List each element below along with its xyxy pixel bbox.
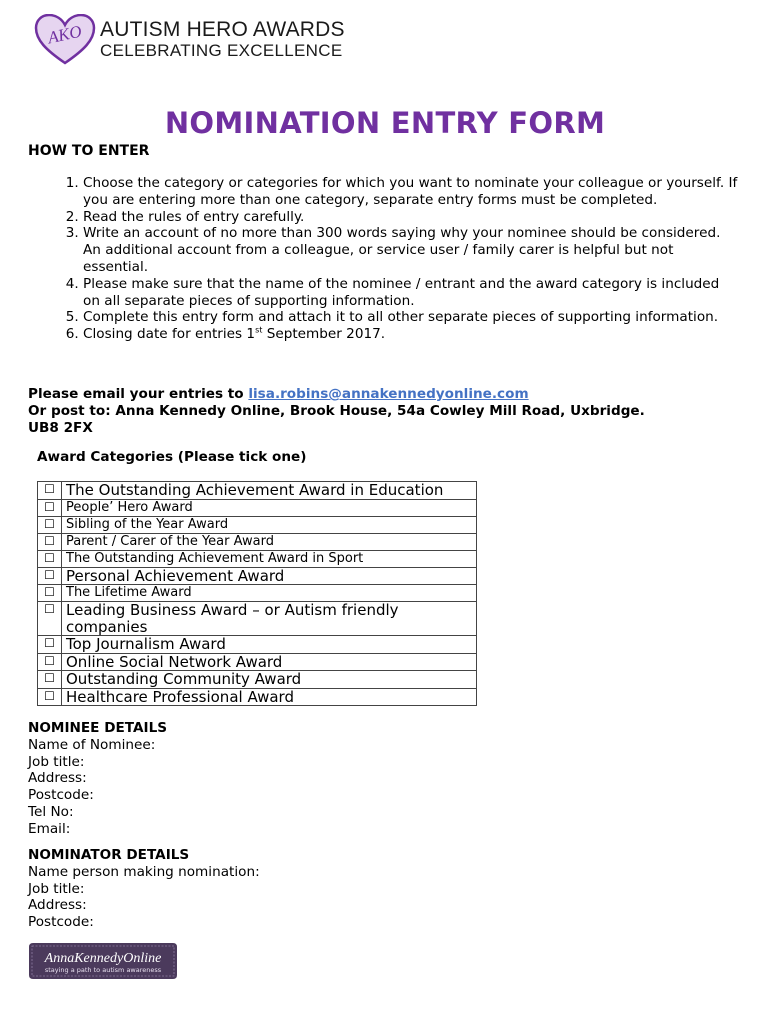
category-checkbox[interactable]: ☐ bbox=[38, 653, 62, 671]
category-label: Healthcare Professional Award bbox=[62, 688, 477, 706]
nominator-postcode-field[interactable]: Postcode: bbox=[28, 914, 94, 931]
table-row bbox=[38, 533, 477, 550]
nominee-job-title-field[interactable]: Job title: bbox=[28, 753, 85, 770]
category-checkbox[interactable]: ☐ bbox=[38, 602, 62, 636]
category-label: People’ Hero Award bbox=[62, 499, 477, 516]
how-to-enter-heading: HOW TO ENTER bbox=[28, 143, 150, 159]
rule-item: 2. Read the rules of entry carefully. bbox=[83, 209, 738, 226]
heart-logo-icon bbox=[34, 14, 96, 66]
category-checkbox[interactable]: ☐ bbox=[38, 585, 62, 602]
table-row bbox=[38, 671, 477, 689]
category-checkbox[interactable]: ☐ bbox=[38, 499, 62, 516]
rule-item: 4. Please make sure that the name of the nominee / entrant and the award category is included on all separate pieces of supporting information. bbox=[83, 276, 738, 310]
nominee-address-field[interactable]: Address: bbox=[28, 770, 87, 787]
nominator-heading: NOMINATOR DETAILS bbox=[28, 847, 190, 863]
table-row bbox=[38, 653, 477, 671]
category-checkbox[interactable]: ☐ bbox=[38, 533, 62, 550]
category-checkbox[interactable]: ☐ bbox=[38, 688, 62, 706]
category-label: The Lifetime Award bbox=[62, 585, 477, 602]
category-label: The Outstanding Achievement Award in Sport bbox=[62, 550, 477, 567]
rule-item: 1. Choose the category or categories for which you want to nominate your colleague or yourself. If you are entering more than one category, separate entry forms must be completed. bbox=[83, 175, 738, 209]
table-row bbox=[38, 602, 477, 636]
table-row bbox=[38, 516, 477, 533]
category-label: Leading Business Award – or Autism friendly companies bbox=[62, 602, 477, 636]
category-checkbox[interactable]: ☐ bbox=[38, 567, 62, 585]
rules-list bbox=[28, 175, 738, 343]
footer-logo-tagline: staying a path to autism awareness bbox=[44, 966, 162, 974]
closing-date-ordinal: st bbox=[255, 325, 263, 335]
table-row bbox=[38, 585, 477, 602]
nominator-job-title-field[interactable]: Job title: bbox=[28, 880, 85, 897]
page-title: NOMINATION ENTRY FORM bbox=[164, 106, 606, 140]
nominee-tel-field[interactable]: Tel No: bbox=[28, 803, 74, 820]
logo-heart-text: AKO bbox=[46, 21, 84, 48]
contact-info bbox=[28, 386, 728, 436]
logo-title: AUTISM HERO AWARDS bbox=[100, 18, 345, 41]
nominee-heading: NOMINEE DETAILS bbox=[28, 720, 168, 736]
table-row bbox=[38, 567, 477, 585]
category-checkbox[interactable]: ☐ bbox=[38, 482, 62, 500]
closing-date-prefix: Closing date for entries 1 bbox=[83, 326, 256, 343]
table-row bbox=[38, 636, 477, 654]
logo-subtitle: CELEBRATING EXCELLENCE bbox=[100, 41, 343, 60]
category-checkbox[interactable]: ☐ bbox=[38, 636, 62, 654]
nominator-address-field[interactable]: Address: bbox=[28, 897, 87, 914]
email-link[interactable]: lisa.robins@annakennedyonline.com bbox=[248, 386, 529, 402]
nominator-details bbox=[28, 847, 260, 931]
category-label: The Outstanding Achievement Award in Education bbox=[62, 482, 477, 500]
nominee-postcode-field[interactable]: Postcode: bbox=[28, 787, 94, 804]
footer-logo-name: AnnaKennedyOnline bbox=[44, 951, 162, 966]
rule-item-closing-date bbox=[83, 326, 738, 343]
table-row bbox=[38, 499, 477, 516]
email-line bbox=[28, 386, 728, 403]
category-checkbox[interactable]: ☐ bbox=[38, 550, 62, 567]
table-row bbox=[38, 482, 477, 500]
nominee-details bbox=[28, 720, 167, 838]
post-address-line: Or post to: Anna Kennedy Online, Brook House, 54a Cowley Mill Road, Uxbridge. bbox=[28, 402, 645, 419]
category-label: Outstanding Community Award bbox=[62, 671, 477, 689]
category-checkbox[interactable]: ☐ bbox=[38, 671, 62, 689]
category-checkbox[interactable]: ☐ bbox=[38, 516, 62, 533]
category-label: Online Social Network Award bbox=[62, 653, 477, 671]
award-categories-heading: Award Categories (Please tick one) bbox=[37, 449, 307, 465]
nominee-email-field[interactable]: Email: bbox=[28, 820, 71, 837]
award-categories-table bbox=[37, 481, 477, 706]
anna-kennedy-online-logo bbox=[29, 943, 177, 979]
table-row bbox=[38, 550, 477, 567]
nominee-name-field[interactable]: Name of Nominee: bbox=[28, 736, 156, 753]
nominator-name-field[interactable]: Name person making nomination: bbox=[28, 863, 260, 880]
post-postcode: UB8 2FX bbox=[28, 419, 93, 436]
rule-item: 5. Complete this entry form and attach it to all other separate pieces of supporting information. bbox=[83, 309, 738, 326]
category-label: Sibling of the Year Award bbox=[62, 516, 477, 533]
email-prefix: Please email your entries to bbox=[28, 386, 249, 402]
rule-item: 3. Write an account of no more than 300 words saying why your nominee should be considered. An additional account from a colleague, or service user / family carer is helpful but not essential. bbox=[83, 225, 738, 275]
closing-date-suffix: September 2017. bbox=[262, 326, 386, 343]
table-row bbox=[38, 688, 477, 706]
category-label: Top Journalism Award bbox=[62, 636, 477, 654]
category-label: Personal Achievement Award bbox=[62, 567, 477, 585]
category-label: Parent / Carer of the Year Award bbox=[62, 533, 477, 550]
